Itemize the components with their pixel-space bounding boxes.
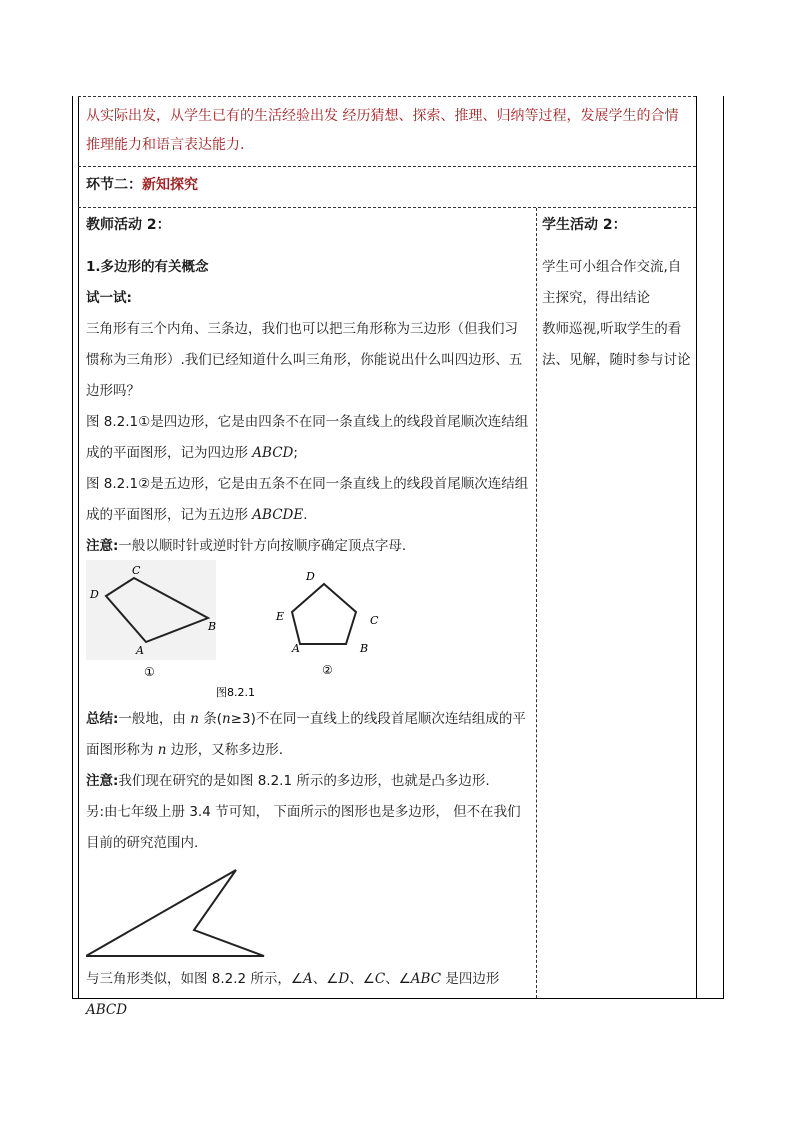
note-paragraph-1 (86, 531, 530, 562)
sep-2: 、∠ (349, 971, 375, 987)
pent-label-A: A (292, 642, 300, 655)
note-paragraph-2 (86, 766, 530, 797)
quadrilateral-paragraph (86, 407, 530, 469)
sep-1: 、∠ (312, 971, 339, 987)
quad-label-D: D (90, 588, 99, 601)
figure-sub-label-2: ② (322, 663, 333, 677)
figure-1-background (86, 560, 216, 660)
quadrilateral-end: ; (293, 445, 298, 461)
table-top-border (78, 96, 696, 97)
quadrilateral-name: ABCD (252, 445, 294, 461)
intro-paragraph: 三角形有三个内角、三条边，我们也可以把三角形称为三边形（但我们习惯称为三角形）.我们已经知道什么叫三角形，你能说出什么叫四边形、五边形吗？ (86, 321, 523, 399)
angle-A: A (303, 971, 313, 987)
last-text: 与三角形类似，如图 8.2.2 所示，∠ (86, 971, 304, 987)
pent-label-B: B (360, 642, 369, 655)
pentagon-text: 图 8.2.1②是五边形，它是由五条不在同一条直线上的线段首尾顺次连结组成的平面图形，记为五边形 (86, 476, 529, 523)
figure-caption: 图8.2.1 (216, 686, 255, 699)
student-activity-content (542, 252, 694, 376)
other-polygons-paragraph: 另:由七年级上册 3.4 节可知， 下面所示的图形也是多边形， 但不在我们目前的研究范围内. (86, 804, 521, 851)
pent-label-E: E (276, 610, 285, 623)
summary-text-d: 边形，又称多边形. (166, 742, 284, 758)
row-divider-2 (78, 207, 696, 208)
last-mid: 是四边形 (441, 971, 500, 987)
figure-8-2-1 (86, 560, 436, 710)
note-text-2: 我们现在研究的是如图 8.2.1 所示的多边形，也就是凸多边形. (118, 773, 490, 789)
student-activity-heading: 学生活动 2： (542, 217, 627, 233)
summary-paragraph (86, 704, 530, 766)
teaching-goal-text: 从实际出发，从学生已有的生活经验出发 经历猜想、探索、推理、归纳等过程，发展学生的合情推理能力和语言表达能力. (86, 108, 679, 153)
quad-label-B: B (208, 620, 217, 633)
pent-label-C: C (370, 614, 379, 627)
summary-n-2: n (221, 711, 231, 727)
pentagon-name: ABCDE (252, 507, 304, 523)
table-inner-left-border (78, 96, 79, 998)
last-paragraph (86, 964, 536, 1026)
summary-text-a: 一般地，由 (118, 711, 191, 727)
quadrilateral-text: 图 8.2.1①是四边形，它是由四条不在同一条直线上的线段首尾顺次连结组成的平面图形，记为四边形 (86, 414, 529, 461)
quad-label-A: A (136, 644, 144, 657)
angle-D: D (338, 971, 350, 987)
section-prefix: 环节二： (86, 177, 142, 193)
summary-n-1: n (190, 711, 199, 727)
quad-ABCD: ABCD (86, 1002, 128, 1018)
student-paragraph-2: 教师巡视,听取学生的看法、见解，随时参与讨论 (542, 321, 691, 368)
concave-polygon-figure (86, 866, 276, 960)
note-label-1: 注意: (86, 538, 119, 554)
summary-n-3: n (157, 742, 167, 758)
quad-label-C: C (132, 564, 141, 577)
concave-polygon-shape (86, 870, 264, 956)
student-paragraph-1: 学生可小组合作交流,自主探究，得出结论 (542, 259, 682, 306)
pentagon-shape (292, 584, 356, 644)
column-divider (536, 208, 537, 998)
note-label-2: 注意: (86, 773, 119, 789)
teacher-activity-content (86, 252, 530, 562)
table-inner-right-border (696, 96, 697, 998)
note-text-1: 一般以顺时针或逆时针方向按顺序确定顶点字母. (118, 538, 407, 554)
summary-text-b: 条( (198, 711, 222, 727)
pentagon-paragraph (86, 469, 530, 531)
angle-C: C (374, 971, 386, 987)
angle-ABC: ABC (410, 971, 442, 987)
pent-label-D: D (306, 570, 315, 583)
subsection-title: 1.多边形的有关概念 (86, 259, 209, 275)
section-heading (86, 174, 198, 194)
row-divider-1 (78, 166, 696, 167)
teacher-activity-heading: 教师活动 2： (86, 217, 171, 233)
try-label: 试一试: (86, 290, 132, 306)
pentagon-end: . (303, 507, 308, 523)
section-title: 新知探究 (142, 177, 198, 193)
teacher-activity-content-lower (86, 704, 530, 859)
summary-label: 总结: (86, 711, 119, 727)
figure-sub-label-1: ① (144, 665, 155, 679)
sep-3: 、∠ (385, 971, 411, 987)
summary-text-c: ≥3)不在同一直线上的线段首尾顺次连结组成的平面图形称为 (86, 711, 526, 758)
